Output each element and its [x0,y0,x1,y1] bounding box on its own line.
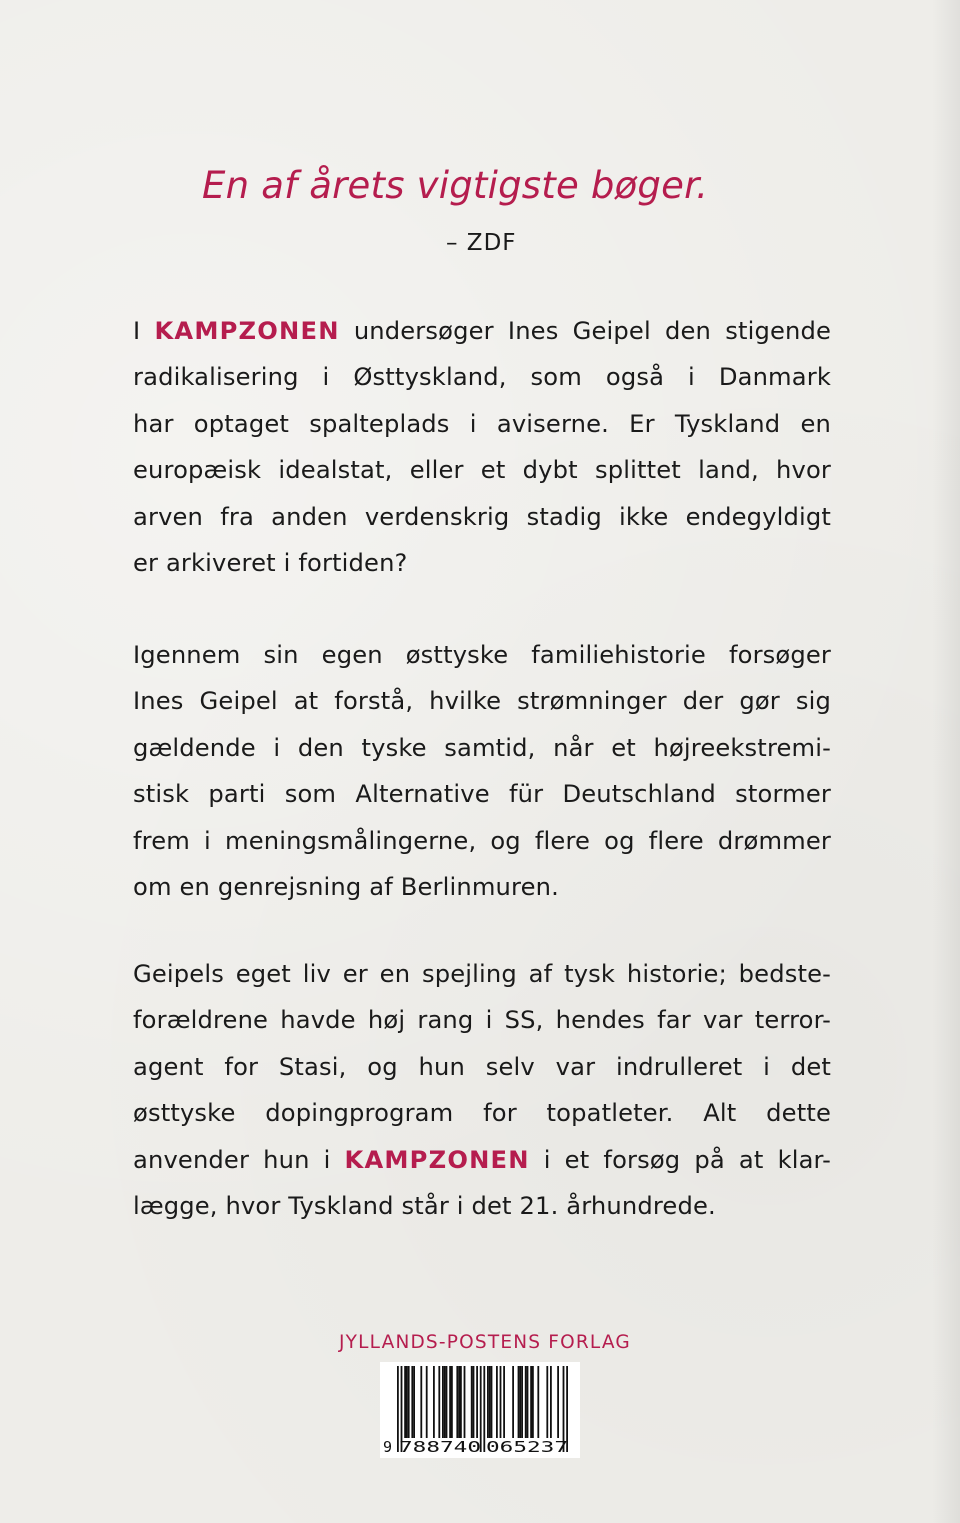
blurb-line: agent for Stasi, og hun selv var indrulleret i det [133,1052,831,1081]
blurb-paragraph-3 [133,951,831,1229]
quote-source: – ZDF [446,230,517,256]
barcode-bar [420,1366,422,1438]
blurb-line: I KAMPZONEN undersøger Ines Geipel den stigende [133,317,832,345]
barcode-bar [532,1366,534,1438]
barcode-bar [438,1366,440,1438]
blurb-line: radikalisering i Østtyskland, som også i Danmark [133,363,831,392]
barcode-bar [491,1366,493,1438]
barcode-bar [473,1366,475,1438]
barcode-bar [518,1366,520,1438]
barcode-bar [500,1366,502,1438]
blurb-line: Ines Geipel at forstå, hvilke strømninger der gør sig [133,687,831,716]
barcode-bar [519,1366,521,1438]
barcode-bar [426,1366,428,1438]
barcode-bar [476,1366,478,1438]
review-quote: En af årets vigtigste bøger. [202,164,709,207]
blurb-line: europæisk idealstat, eller et dybt splittet land, hvor [133,456,831,485]
barcode-bar [458,1366,460,1438]
blurb-line: lægge, hvor Tyskland står i det 21. århundrede. [133,1191,716,1220]
barcode-bar [444,1366,446,1438]
barcode-bar [550,1366,552,1438]
title-highlight: KAMPZONEN [154,317,340,345]
barcode-bar [442,1366,444,1438]
barcode-bar [487,1366,489,1438]
blurb-line: frem i meningsmålingerne, og flere og flere drømmer [133,826,831,855]
barcode-right-digits: 065237 [486,1438,568,1456]
barcode-bar [460,1366,462,1438]
barcode-left-digits: 788740 [399,1438,481,1456]
barcode-bar [525,1366,527,1438]
barcode-bar [413,1366,415,1438]
barcode-bar [530,1366,532,1438]
barcode-bar [483,1366,485,1452]
barcode-bar [406,1366,408,1438]
barcode-graphic [380,1362,580,1458]
blurb-line: Igennem sin egen østtyske familiehistorie forsøger [133,641,831,669]
blurb-line: østtyske dopingprogram for topatleter. Alt dette [133,1099,831,1128]
blurb-paragraph-1 [133,308,831,586]
barcode-bar [449,1366,451,1438]
barcode-bar [557,1366,559,1438]
blurb-line: Geipels eget liv er en spejling af tysk historie; bedste- [133,960,831,988]
blurb-line: om en genrejsning af Berlinmuren. [133,872,559,901]
blurb-line: gældende i den tyske samtid, når et højreekstremi- [133,733,831,762]
barcode-bar [446,1366,448,1438]
barcode-bar [512,1366,514,1438]
barcode-bar [451,1366,453,1438]
blurb-line: forældrene havde høj rang i SS, hendes far var terror- [133,1006,831,1035]
barcode-bar [433,1366,435,1438]
blurb-line: anvender hun i KAMPZONEN i et forsøg på at klar- [133,1145,831,1174]
title-highlight: KAMPZONEN [344,1145,530,1174]
barcode-bar [521,1366,523,1438]
barcode-bar [408,1366,410,1438]
blurb-paragraph-2 [133,632,831,910]
barcode-bar [471,1366,473,1438]
blurb-line: arven fra anden verdenskrig stadig ikke endegyldigt [133,502,831,531]
barcode-bar [456,1366,458,1438]
barcode-bar [527,1366,529,1438]
barcode-bar [411,1366,413,1438]
barcode-first-digit: 9 [383,1438,393,1456]
blurb-line: stisk parti som Alternative für Deutschland stormer [133,780,831,809]
barcode-bar [464,1366,466,1438]
cover-edge [932,0,960,1523]
barcode-bar [503,1366,505,1438]
barcode-bar [496,1366,498,1438]
barcode-bar [404,1366,406,1438]
blurb-line: har optaget spalteplads i aviserne. Er Tyskland en [133,409,831,438]
blurb-line: er arkiveret i fortiden? [133,548,408,577]
publisher-name: JYLLANDS-POSTENS FORLAG [339,1332,631,1353]
isbn-barcode [380,1362,580,1458]
barcode-bar [546,1366,548,1438]
barcode-bar [489,1366,491,1438]
barcode-bar [537,1366,539,1438]
